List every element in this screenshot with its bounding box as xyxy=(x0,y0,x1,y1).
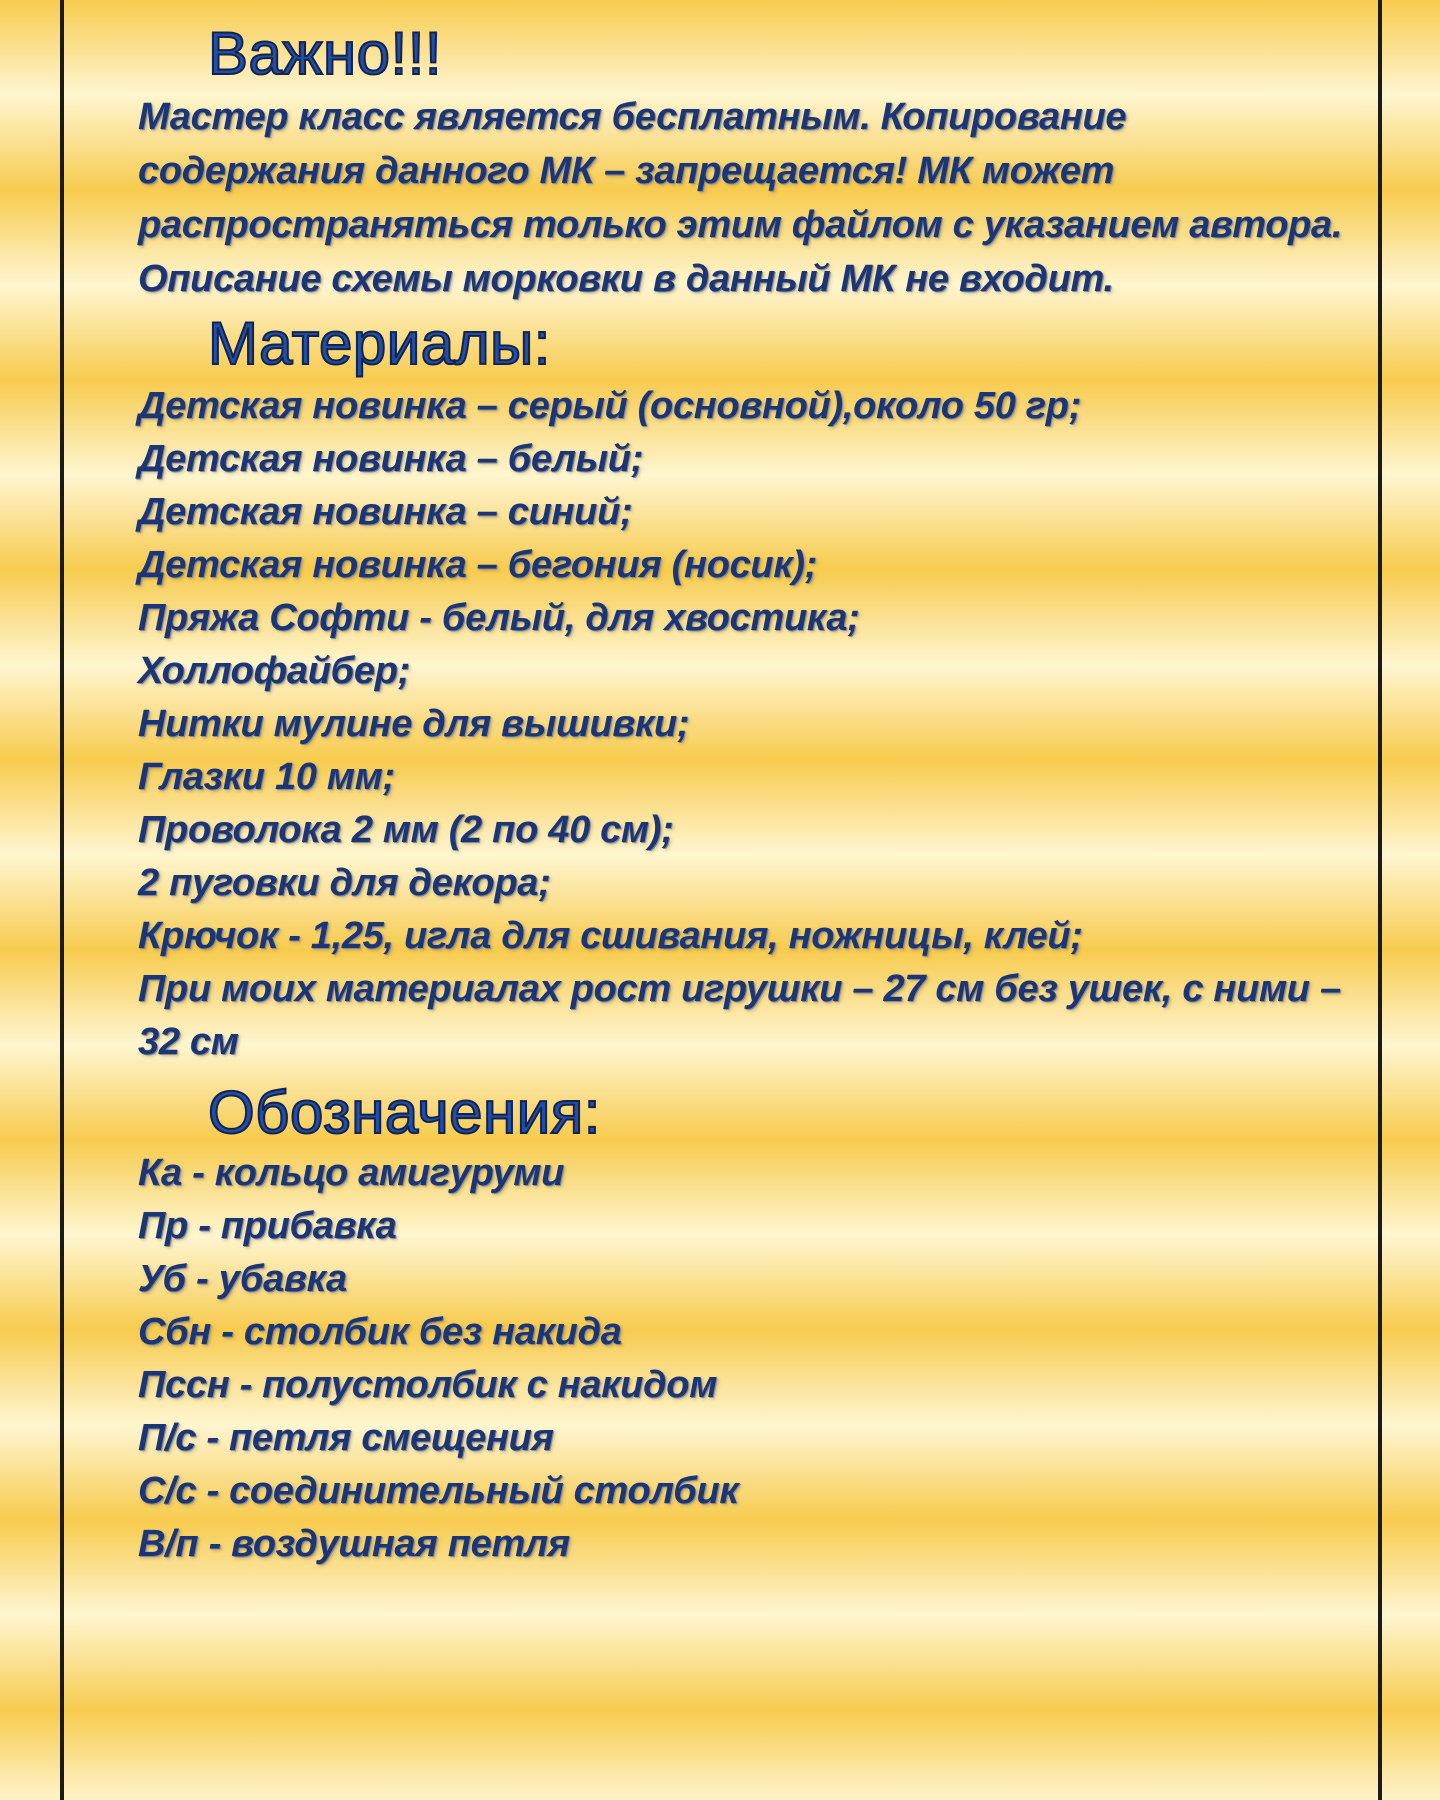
important-section xyxy=(0,0,1440,306)
designation-item: Ка - кольцо амигуруми xyxy=(138,1152,565,1194)
important-heading: Важно!!! xyxy=(208,20,443,87)
designation-item: Сбн - столбик без накида xyxy=(138,1311,622,1353)
materials-item: Пряжа Софти - белый, для хвостика; xyxy=(138,597,860,639)
materials-item: Детская новинка – белый; xyxy=(138,438,644,480)
materials-item: Глазки 10 мм; xyxy=(138,756,395,798)
right-border-line xyxy=(1378,0,1382,1800)
materials-item: Детская новинка – синий; xyxy=(138,491,633,533)
materials-item: 2 пуговки для декора; xyxy=(138,862,551,904)
materials-item: Детская новинка – бегония (носик); xyxy=(138,544,818,586)
designations-list xyxy=(0,1147,1440,1571)
designation-item: Уб - убавка xyxy=(138,1258,347,1300)
materials-item: Крючок - 1,25, игла для сшивания, ножницы, клей; xyxy=(138,915,1083,957)
materials-item: При моих материалах рост игрушки – 27 см без ушек, с ними – 32 см xyxy=(138,968,1341,1063)
designation-item: Пр - прибавка xyxy=(138,1205,397,1247)
materials-item: Нитки мулине для вышивки; xyxy=(138,703,690,745)
materials-section xyxy=(0,310,1440,1069)
designation-item: С/с - соединительный столбик xyxy=(138,1470,739,1512)
left-border-line xyxy=(60,0,64,1800)
materials-list xyxy=(0,380,1440,1069)
important-paragraph: Мастер класс является бесплатным. Копирование содержания данного МК – запрещается! МК может распространяться только этим файлом с указанием автора. Описание схемы морковки в данный МК не входит. xyxy=(138,96,1343,300)
materials-heading: Материалы: xyxy=(208,310,551,377)
designations-section xyxy=(0,1079,1440,1571)
materials-item: Проволока 2 мм (2 по 40 см); xyxy=(138,809,674,851)
designation-item: В/п - воздушная петля xyxy=(138,1523,570,1565)
materials-item: Детская новинка – серый (основной),около 50 гр; xyxy=(138,385,1082,427)
designation-item: П/с - петля смещения xyxy=(138,1417,554,1459)
designations-heading: Обозначения: xyxy=(208,1079,601,1146)
materials-item: Холлофайбер; xyxy=(138,650,410,692)
designation-item: Пссн - полустолбик с накидом xyxy=(138,1364,718,1406)
